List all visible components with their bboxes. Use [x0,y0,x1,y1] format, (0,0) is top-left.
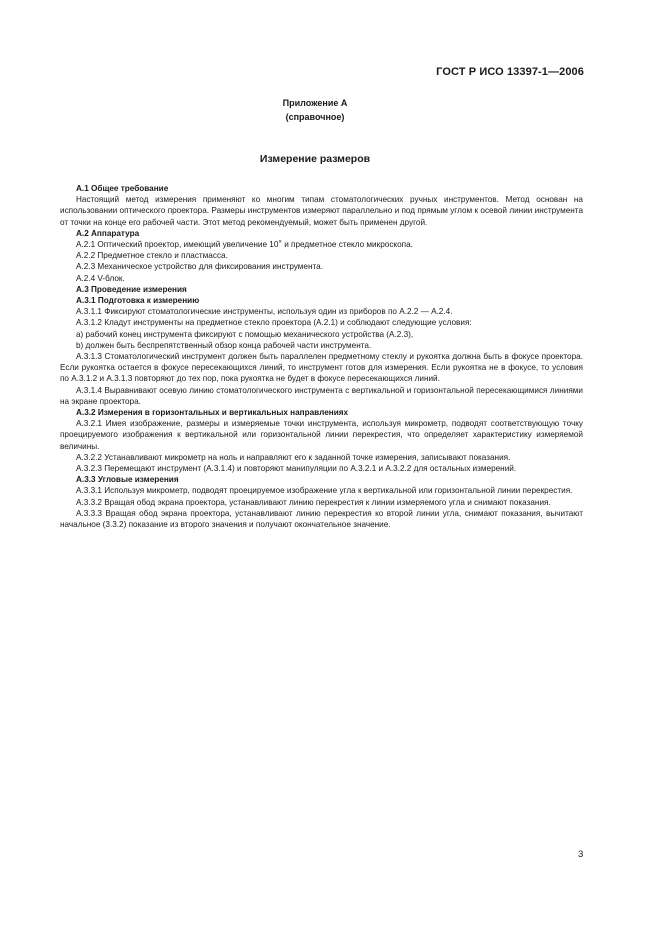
paragraph-a331: А.3.3.1 Используя микрометр, подводят проецируемое изображение угла к вертикальной или горизонтальной линии перекрестия. [76,486,573,496]
heading-a1: А.1 Общее требование [76,184,169,193]
heading-a32: А.3.2 Измерения в горизонтальных и вертикальных направлениях [76,408,349,418]
magnification-superscript: × [278,239,282,246]
list-item-a312a: а) рабочий конец инструмента фиксируют с помощью механического устройства (А.2.3), [76,329,414,339]
paragraph-a22: А.2.2 Предметное стекло и пластмасса. [76,251,228,261]
appendix-heading [0,96,630,124]
appendix-note: (справочное) [285,112,345,122]
heading-a33: А.3.3 Угловые измерения [76,475,179,485]
paragraph-a23: А.2.3 Механическое устройство для фиксирования инструмента. [76,262,323,272]
paragraph-a321: А.3.2.1 Имея изображение, размеры и измеряемые точки инструмента, используя микрометр, подводят соответствующую точку проецируемого изображения к вертикальной или горизонтальной линии перекрестия, что определяет характеристику измеряемой величины. [60,419,583,451]
a21-text-start: А.2.1 Оптический проектор, имеющий увеличение 10 [76,240,279,250]
heading-a2: А.2 Аппаратура [76,228,140,238]
section-title: Измерение размеров [259,153,371,165]
paragraph-a323: А.3.2.3 Перемещают инструмент (А.3.1.4) и повторяют манипуляции по А.3.2.1 и А.3.2.2 для остальных измерений. [76,464,517,474]
heading-a31: А.3.1 Подготовка к измерению [76,296,200,306]
a21-text-end: и предметное стекло микроскопа. [281,240,413,250]
standard-header: ГОСТ Р ИСО 13397-1—2006 [436,66,584,78]
paragraph-a313: А.3.1.3 Стоматологический инструмент должен быть параллелен предметному стеклу и рукоятка должна быть в фокусе проектора. Если рукоятка остается в фокусе пересекающихся линий, то инструмент готов для измерения. Если рукоятка не в фокусе, то условия по А.3.1.2 и А.3.1.3 повторяют до тех пор, пока рукоятка не будет в фокусе пересекающихся линий. [60,352,583,384]
paragraph-a322: А.3.2.2 Устанавливают микрометр на ноль и направляют его к заданной точке измерения, записывают показания. [76,452,511,462]
paragraph-a312: А.3.1.2 Кладут инструменты на предметное стекло проектора (А.2.1) и соблюдают следующие условия: [76,318,472,328]
document-body [60,183,583,530]
paragraph-a333: А.3.3.3 Вращая обод экрана проектора, устанавливают линию перекрестия ко второй линии угла, снимают показания, вычитают начальное (3.3.2) показание из второго значения и получают окончательное значение. [60,508,583,530]
page-number: 3 [578,849,584,860]
paragraph-a311: А.3.1.1 Фиксируют стоматологические инструменты, используя один из приборов по А.2.2 — А.2.4. [76,307,453,317]
paragraph-a332: А.3.3.2 Вращая обод экрана проектора, устанавливают линию перекрестия к линии измеряемого угла и снимают показания. [76,497,551,507]
list-item-a312b: b) должен быть беспрепятственный обзор конца рабочей части инструмента. [76,340,372,350]
paragraph-a1: Настоящий метод измерения применяют ко многим типам стоматологических ручных инструментов. Метод основан на использовании оптического проектора. Размеры инструментов измеряют параллельно и под прямым углом к осевой линии инструмента от точки на конце его рабочей части. Этот метод рекомендуемый, может быть применен другой. [60,195,583,227]
paragraph-a24: А.2.4 V-блок. [76,273,125,283]
heading-a3: А.3 Проведение измерения [76,284,187,294]
paragraph-a314: А.3.1.4 Выравнивают осевую линию стоматологического инструмента с вертикальной и горизонтальной пересекающимися линиями на экране проектора. [60,385,583,406]
paragraph-a21 [60,239,583,250]
appendix-title: Приложение А [282,98,348,108]
